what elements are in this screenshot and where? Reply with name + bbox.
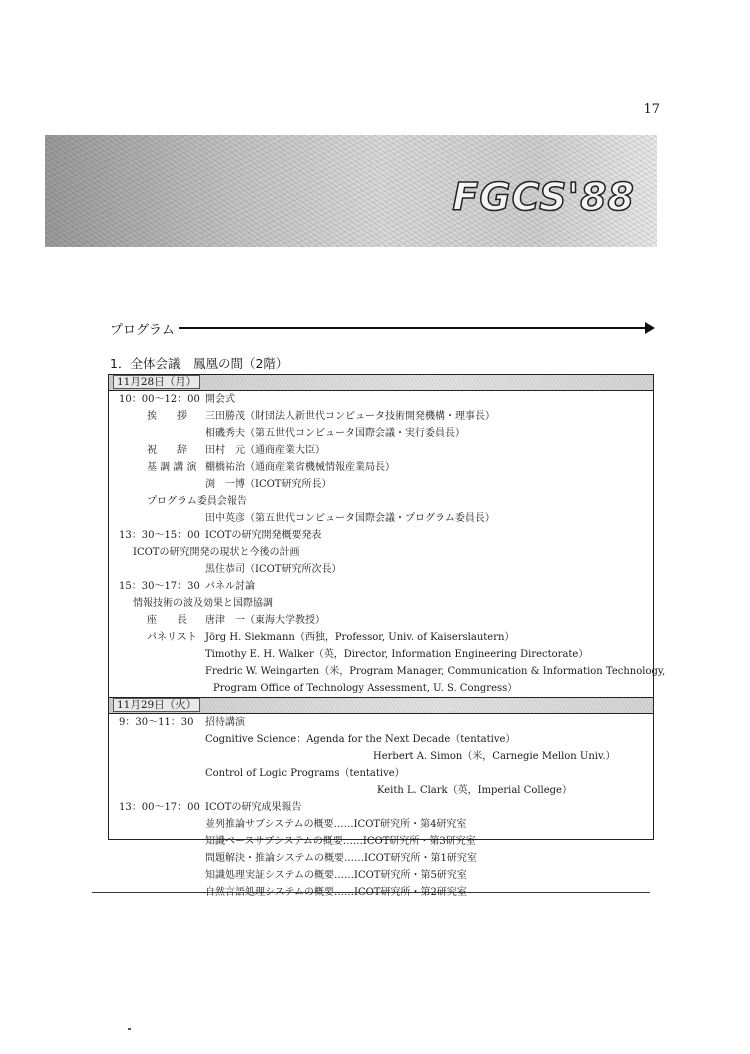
entry-text: 開会式 (205, 394, 235, 405)
continuation-text: Program Office of Technology Assessment, U. S. Congress） (213, 683, 518, 694)
entry-text: 唐津 一（東海大学教授） (205, 615, 325, 626)
entry-text: Jörg H. Siekmann（西独，Professor, Univ. of Kaiserslautern） (205, 632, 515, 643)
entry-text: Control of Logic Programs（tentative） (205, 768, 405, 779)
program-table (108, 374, 666, 881)
heading-rule (179, 327, 645, 329)
role-label: 祝 辞 (147, 445, 187, 456)
program-row (109, 442, 653, 459)
program-row (109, 408, 653, 425)
program-row (109, 510, 653, 527)
program-row (109, 850, 653, 867)
program-row (109, 782, 653, 799)
time-slot: 13：00〜17：00 (119, 802, 200, 813)
program-row (109, 391, 653, 408)
role-label: プログラム委員会報告 (147, 496, 247, 507)
session-subheading: 1．全体会議 鳳凰の間（2階） (110, 356, 289, 371)
program-row (109, 629, 653, 646)
day-rows (109, 714, 653, 901)
program-row (109, 578, 653, 595)
entry-text: Timothy E. H. Walker（英，Director, Information Engineering Directorate） (205, 649, 589, 660)
day-label: 11月28日（月） (113, 375, 200, 389)
fgcs88-logo: FGCS'88 (452, 175, 635, 219)
entry-text: ICOTの研究開発概要発表 (205, 530, 322, 541)
entry-text: 棚橋祐治（通商産業省機械情報産業局長） (205, 462, 395, 473)
role-label: パネリスト (147, 632, 197, 643)
section-heading (110, 318, 655, 338)
role-label: 挨 拶 (147, 411, 187, 422)
scan-speck (128, 1028, 131, 1030)
program-row (109, 646, 653, 663)
program-row (109, 561, 653, 578)
role-label: 基 調 講 演 (147, 462, 197, 473)
program-row (109, 663, 666, 680)
program-row (109, 748, 653, 765)
topic-text: 情報技術の波及効果と国際協調 (133, 598, 273, 609)
role-label: 座 長 (147, 615, 187, 626)
program-row (109, 595, 653, 612)
program-row (109, 867, 653, 884)
program-row (109, 680, 653, 697)
topic-text: ICOTの研究開発の現状と今後の計画 (133, 547, 300, 558)
entry-text: パネル討論 (205, 581, 255, 592)
day-header (109, 697, 653, 714)
time-slot: 15：30〜17：30 (119, 581, 200, 592)
day-rows (109, 391, 666, 697)
entry-text: 黒住恭司（ICOT研究所次長） (205, 564, 342, 575)
speaker-credit: Herbert A. Simon（米，Carnegie Mellon Univ.） (373, 751, 616, 762)
entry-text: ICOTの研究成果報告 (205, 802, 302, 813)
program-row (109, 544, 653, 561)
entry-text: 並列推論サブシステムの概要……ICOT研究所・第4研究室 (205, 819, 467, 830)
entry-text: 田中英彦（第五世代コンピュータ国際会議・プログラム委員長） (205, 513, 495, 524)
day-label: 11月29日（火） (113, 698, 200, 712)
program-row (109, 714, 653, 731)
program-row (109, 425, 653, 442)
program-row (109, 527, 653, 544)
time-slot: 13：30〜15：00 (119, 530, 200, 541)
entry-text: 問題解決・推論システムの概要……ICOT研究所・第1研究室 (205, 853, 477, 864)
program-row (109, 833, 653, 850)
time-slot: 10：00〜12：00 (119, 394, 200, 405)
entry-text: 田村 元（通商産業大臣） (205, 445, 325, 456)
entry-text: 招待講演 (205, 717, 245, 728)
entry-text: Cognitive Science：Agenda for the Next Decade（tentative） (205, 734, 516, 745)
entry-text: Fredric W. Weingarten（米，Program Manager, Communication & Information Technology, (205, 666, 666, 677)
bottom-rule (92, 892, 650, 893)
day-header (109, 375, 653, 391)
entry-text: 渕 一博（ICOT研究所長） (205, 479, 332, 490)
entry-text: 三田勝茂（財団法人新世代コンピュータ技術開発機構・理事長） (205, 411, 495, 422)
program-row (109, 459, 653, 476)
entry-text: 知識ベースサブシステムの概要……ICOT研究所・第3研究室 (205, 836, 476, 847)
entry-text: 知識処理実証システムの概要……ICOT研究所・第5研究室 (205, 870, 467, 881)
arrow-right-icon (645, 322, 655, 334)
page-number: 17 (643, 102, 660, 117)
program-row (109, 493, 653, 510)
program-row (109, 476, 653, 493)
program-row (109, 799, 653, 816)
time-slot: 9：30〜11：30 (119, 717, 194, 728)
section-heading-label: プログラム (110, 322, 175, 338)
program-row (109, 816, 653, 833)
program-row (109, 612, 653, 629)
entry-text: 相磯秀夫（第五世代コンピュータ国際会議・実行委員長） (205, 428, 465, 439)
fgcs88-banner (45, 135, 657, 247)
program-row (109, 731, 653, 748)
program-row (109, 765, 653, 782)
speaker-credit: Keith L. Clark（英，Imperial College） (377, 785, 572, 796)
